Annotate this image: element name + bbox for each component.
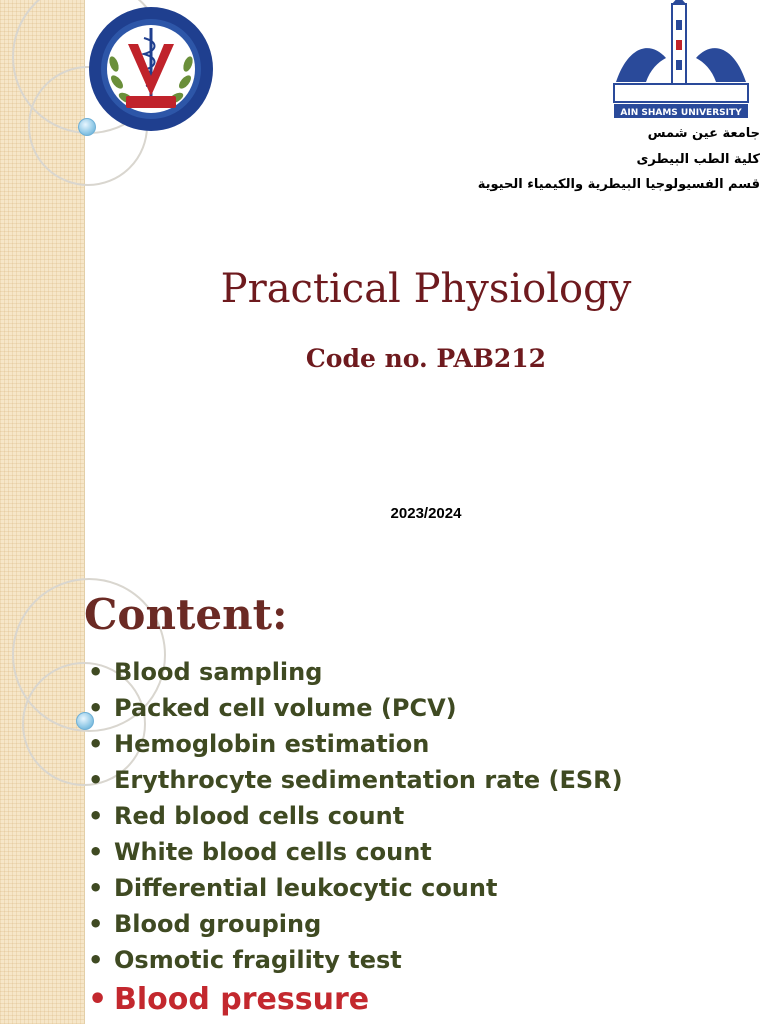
topic-label: Packed cell volume (PCV) [114, 694, 457, 722]
bullet: • [88, 838, 104, 866]
bullet: • [88, 910, 104, 938]
list-item [88, 798, 623, 834]
list-item [88, 654, 623, 690]
faculty-name-arabic: كلية الطب البيطرى [636, 152, 760, 167]
bullet: • [88, 946, 104, 974]
course-title: Practical Physiology [220, 266, 632, 312]
content-heading: Content: [84, 590, 288, 639]
topic-label: Red blood cells count [114, 802, 405, 830]
content-slide [0, 576, 768, 1024]
bullet: • [88, 658, 104, 686]
topic-label: White blood cells count [114, 838, 432, 866]
ain-shams-university-logo [606, 0, 756, 124]
topic-label: Blood grouping [114, 910, 322, 938]
topic-label: Erythrocyte sedimentation rate (ESR) [114, 766, 623, 794]
academic-year: 2023/2024 [390, 505, 462, 522]
bullet: • [88, 874, 104, 902]
department-name-arabic: قسم الفسيولوجيا البيطرية والكيمياء الحيوية [477, 177, 760, 192]
topic-list [88, 654, 623, 1022]
list-item [88, 762, 623, 798]
bullet: • [88, 802, 104, 830]
logo-banner-text: AIN SHAMS UNIVERSITY [620, 108, 742, 118]
list-item [88, 834, 623, 870]
course-code: Code no. PAB212 [305, 344, 547, 373]
topic-label: Blood pressure [114, 982, 370, 1017]
list-item-highlight [88, 978, 623, 1022]
university-name-arabic: جامعة عين شمس [647, 126, 760, 141]
list-item [88, 870, 623, 906]
bullet: • [88, 730, 104, 758]
veterinary-faculty-logo [86, 4, 216, 134]
list-item [88, 906, 623, 942]
bullet: • [88, 982, 108, 1017]
list-item [88, 942, 623, 978]
list-item [88, 690, 623, 726]
list-item [88, 726, 623, 762]
bullet: • [88, 766, 104, 794]
topic-label: Osmotic fragility test [114, 946, 402, 974]
topic-label: Differential leukocytic count [114, 874, 498, 902]
topic-label: Blood sampling [114, 658, 323, 686]
bullet: • [88, 694, 104, 722]
topic-label: Hemoglobin estimation [114, 730, 430, 758]
